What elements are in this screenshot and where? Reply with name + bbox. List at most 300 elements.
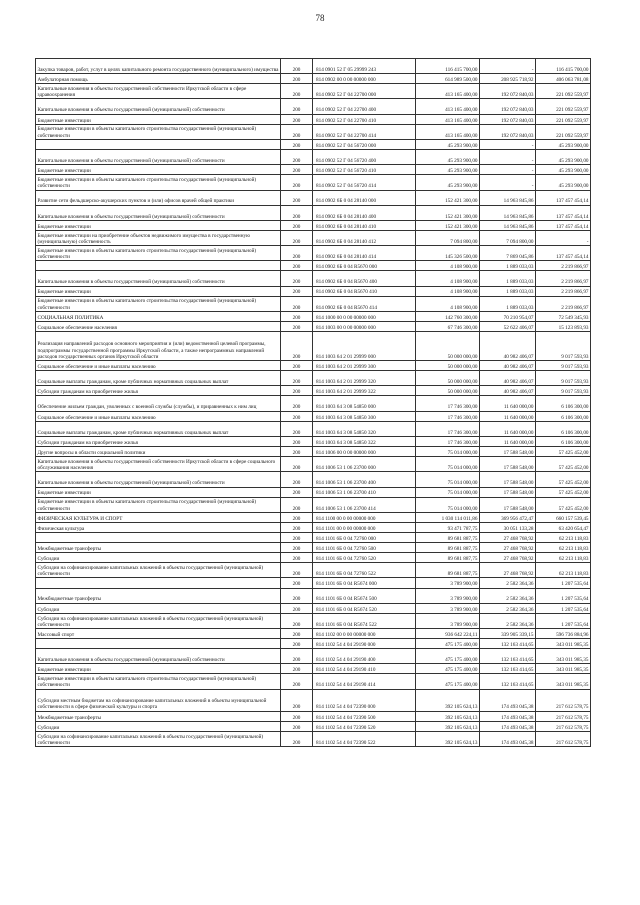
row-code-cell: 200 [281, 361, 313, 371]
table-row [36, 165, 591, 175]
row-executed-amount-cell: 192 072 840,03 [480, 124, 536, 139]
row-code-cell: 200 [281, 271, 313, 286]
row-approved-amount-cell: 75 014 000,00 [416, 447, 480, 457]
row-approved-amount-cell: 145 326 500,00 [416, 246, 480, 261]
table-row [36, 629, 591, 639]
row-unexecuted-amount-cell: 217 612 578,75 [536, 731, 591, 746]
row-unexecuted-amount-cell: 6 106 300,00 [536, 421, 591, 436]
row-code-cell: 200 [281, 411, 313, 421]
row-name-cell: Бюджетные инвестиции в объекты капитального строительства государственной (муниципальной) собственности [36, 497, 281, 512]
row-name-cell: Субсидии [36, 553, 281, 563]
row-unexecuted-amount-cell: 116 415 700,00 [536, 59, 591, 74]
table-row [36, 246, 591, 261]
row-approved-amount-cell: 936 642 224,11 [416, 629, 480, 639]
row-unexecuted-amount-cell: 221 092 559,97 [536, 99, 591, 114]
row-name-cell: Субсидии на софинансирование капитальных вложений в объекты государственной (муниципальной) собственности [36, 613, 281, 628]
row-approved-amount-cell: 152 421 300,00 [416, 220, 480, 230]
row-classification-cell: 814 1102 54 4 04 29190 414 [313, 674, 416, 689]
row-unexecuted-amount-cell: 57 425 452,00 [536, 497, 591, 512]
row-approved-amount-cell: 45 293 900,00 [416, 150, 480, 165]
row-unexecuted-amount-cell: 62 213 118,83 [536, 553, 591, 563]
row-classification-cell: 814 1101 6Б 0 04 R5674 500 [313, 588, 416, 603]
row-name-cell [36, 139, 281, 149]
row-name-cell: ФИЗИЧЕСКАЯ КУЛЬТУРА И СПОРТ [36, 512, 281, 522]
table-row [36, 457, 591, 472]
row-code-cell: 200 [281, 711, 313, 721]
row-executed-amount-cell: 2 582 364,36 [480, 613, 536, 628]
row-unexecuted-amount-cell: 2 219 866,97 [536, 296, 591, 311]
row-classification-cell: 814 0902 6Б 0 04 R5670 414 [313, 296, 416, 311]
row-executed-amount-cell: 11 640 000,00 [480, 396, 536, 411]
row-executed-amount-cell: 27 468 768,92 [480, 563, 536, 578]
row-classification-cell: 814 1101 6Б 0 04 R5674 522 [313, 613, 416, 628]
row-name-cell: Обеспечение жильем граждан, уволенных с военной службы (службы), и приравненных к ним лиц [36, 396, 281, 411]
row-code-cell: 200 [281, 639, 313, 649]
row-name-cell: Другие вопросы в области социальной политики [36, 447, 281, 457]
row-classification-cell: 814 1102 54 4 04 29190 000 [313, 639, 416, 649]
row-unexecuted-amount-cell: - [536, 230, 591, 245]
row-name-cell: Капитальные вложения в объекты государственной (муниципальной) собственности [36, 472, 281, 487]
table-row [36, 175, 591, 190]
table-row [36, 674, 591, 689]
row-executed-amount-cell: 2 582 364,36 [480, 588, 536, 603]
row-code-cell: 200 [281, 563, 313, 578]
table-row [36, 99, 591, 114]
row-classification-cell: 814 1006 00 0 00 00000 000 [313, 447, 416, 457]
row-executed-amount-cell: 17 588 548,00 [480, 457, 536, 472]
row-executed-amount-cell: 132 163 414,65 [480, 639, 536, 649]
row-classification-cell: 814 1102 54 4 04 29190 410 [313, 664, 416, 674]
row-approved-amount-cell: 67 746 300,00 [416, 322, 480, 332]
row-classification-cell: 814 1101 6Б 0 04 72760 522 [313, 563, 416, 578]
row-classification-cell: 814 1101 6Б 0 04 R5674 000 [313, 578, 416, 588]
row-executed-amount-cell: 132 163 414,65 [480, 664, 536, 674]
row-code-cell: 200 [281, 588, 313, 603]
row-code-cell: 200 [281, 532, 313, 542]
row-code-cell: 200 [281, 664, 313, 674]
row-name-cell: Бюджетные инвестиции [36, 114, 281, 124]
row-unexecuted-amount-cell: 137 457 454,14 [536, 246, 591, 261]
row-name-cell [36, 532, 281, 542]
row-approved-amount-cell: 3 789 900,00 [416, 578, 480, 588]
row-unexecuted-amount-cell: 6 106 300,00 [536, 396, 591, 411]
table-row [36, 271, 591, 286]
row-name-cell: Развитие сети фельдшерско-акушерских пунктов и (или) офисов врачей общей практики [36, 190, 281, 205]
row-name-cell: Субсидии гражданам на приобретение жилья [36, 436, 281, 446]
row-unexecuted-amount-cell: 57 425 452,00 [536, 447, 591, 457]
row-executed-amount-cell: 40 982 406,07 [480, 386, 536, 396]
row-classification-cell: 814 1003 64 3 08 54850 320 [313, 421, 416, 436]
row-classification-cell: 814 0902 6Б 0 04 28140 400 [313, 205, 416, 220]
row-code-cell: 200 [281, 436, 313, 446]
row-executed-amount-cell: 70 210 954,07 [480, 311, 536, 321]
row-name-cell: Капитальные вложения в объекты государственной (муниципальной) собственности [36, 150, 281, 165]
row-classification-cell: 814 0902 52 Г 04 22700 000 [313, 84, 416, 99]
row-name-cell: Субсидии [36, 603, 281, 613]
row-classification-cell: 814 1100 00 0 00 00000 000 [313, 512, 416, 522]
table-row [36, 639, 591, 649]
row-unexecuted-amount-cell: 62 213 118,83 [536, 543, 591, 553]
row-approved-amount-cell: 75 014 000,00 [416, 487, 480, 497]
row-classification-cell: 814 0902 6Б 0 04 R5670 000 [313, 261, 416, 271]
row-classification-cell: 814 1003 64 3 08 54850 000 [313, 396, 416, 411]
row-unexecuted-amount-cell: 343 011 985,35 [536, 664, 591, 674]
row-unexecuted-amount-cell: 596 736 884,96 [536, 629, 591, 639]
table-row [36, 711, 591, 721]
row-approved-amount-cell: 413 165 400,00 [416, 124, 480, 139]
row-classification-cell: 814 1102 54 4 04 72390 500 [313, 711, 416, 721]
row-code-cell: 200 [281, 457, 313, 472]
row-executed-amount-cell: 1 889 033,03 [480, 296, 536, 311]
row-code-cell: 200 [281, 603, 313, 613]
table-row [36, 74, 591, 84]
row-approved-amount-cell: 152 421 300,00 [416, 190, 480, 205]
table-row [36, 286, 591, 296]
row-approved-amount-cell: 1 030 114 011,86 [416, 512, 480, 522]
row-executed-amount-cell: 11 640 000,00 [480, 411, 536, 421]
row-name-cell: Бюджетные инвестиции в объекты капитального строительства государственной (муниципальной) собственности [36, 674, 281, 689]
row-code-cell: 200 [281, 578, 313, 588]
table-row [36, 588, 591, 603]
table-row [36, 220, 591, 230]
row-name-cell: Социальное обеспечение населения [36, 322, 281, 332]
row-name-cell [36, 261, 281, 271]
row-approved-amount-cell: 3 789 900,00 [416, 603, 480, 613]
row-code-cell: 200 [281, 124, 313, 139]
row-approved-amount-cell: 93 471 787,75 [416, 522, 480, 532]
row-code-cell: 200 [281, 150, 313, 165]
row-executed-amount-cell: 192 072 840,03 [480, 99, 536, 114]
row-classification-cell: 814 0902 6Б 0 04 28140 414 [313, 246, 416, 261]
row-name-cell [36, 639, 281, 649]
row-executed-amount-cell: 14 963 845,86 [480, 220, 536, 230]
row-name-cell: Субсидии гражданам на приобретение жилья [36, 386, 281, 396]
row-executed-amount-cell: - [480, 175, 536, 190]
row-classification-cell: 814 0902 6Б 0 04 R5670 400 [313, 271, 416, 286]
row-approved-amount-cell: 45 293 900,00 [416, 165, 480, 175]
row-executed-amount-cell: 132 163 414,65 [480, 649, 536, 664]
row-name-cell: Бюджетные инвестиции в объекты капитального строительства государственной (муниципальной) собственности [36, 246, 281, 261]
row-approved-amount-cell: 17 746 300,00 [416, 436, 480, 446]
row-approved-amount-cell: 75 014 000,00 [416, 497, 480, 512]
row-executed-amount-cell: 208 925 718,92 [480, 74, 536, 84]
row-name-cell: Социальное обеспечение и иные выплаты населению [36, 411, 281, 421]
row-name-cell: Бюджетные инвестиции [36, 220, 281, 230]
row-unexecuted-amount-cell: 15 123 893,93 [536, 322, 591, 332]
row-unexecuted-amount-cell: 9 017 593,93 [536, 386, 591, 396]
row-unexecuted-amount-cell: 9 017 593,93 [536, 371, 591, 386]
row-executed-amount-cell: 1 889 033,03 [480, 271, 536, 286]
row-classification-cell: 814 1000 00 0 00 00000 000 [313, 311, 416, 321]
row-approved-amount-cell: 17 746 300,00 [416, 396, 480, 411]
table-row [36, 613, 591, 628]
row-name-cell: Капитальные вложения в объекты государственной (муниципальной) собственности [36, 649, 281, 664]
table-row [36, 512, 591, 522]
table-row [36, 578, 591, 588]
row-unexecuted-amount-cell: 6 106 300,00 [536, 436, 591, 446]
row-executed-amount-cell: 17 588 548,00 [480, 487, 536, 497]
row-name-cell: Капитальные вложения в объекты государственной (муниципальной) собственности [36, 99, 281, 114]
row-unexecuted-amount-cell: 1 207 535,64 [536, 603, 591, 613]
row-name-cell: Закупка товаров, работ, услуг в целях капитального ремонта государственного (муниципального) имущества [36, 59, 281, 74]
row-unexecuted-amount-cell: 62 213 118,83 [536, 532, 591, 542]
row-unexecuted-amount-cell: 137 457 454,14 [536, 205, 591, 220]
row-approved-amount-cell: 152 421 300,00 [416, 205, 480, 220]
row-code-cell: 200 [281, 497, 313, 512]
row-unexecuted-amount-cell: 63 420 654,47 [536, 522, 591, 532]
row-classification-cell: 814 1101 00 0 00 00000 000 [313, 522, 416, 532]
table-row [36, 421, 591, 436]
row-approved-amount-cell: 413 165 400,00 [416, 114, 480, 124]
table-row [36, 84, 591, 99]
row-code-cell: 200 [281, 613, 313, 628]
row-executed-amount-cell: - [480, 165, 536, 175]
page-number: 78 [315, 13, 325, 23]
row-unexecuted-amount-cell: 1 207 535,64 [536, 578, 591, 588]
row-code-cell: 200 [281, 396, 313, 411]
row-executed-amount-cell: - [480, 59, 536, 74]
row-code-cell: 200 [281, 371, 313, 386]
row-unexecuted-amount-cell: 217 612 578,75 [536, 721, 591, 731]
row-unexecuted-amount-cell: 137 457 454,14 [536, 220, 591, 230]
row-approved-amount-cell: 614 989 500,00 [416, 74, 480, 84]
row-executed-amount-cell: 30 051 133,28 [480, 522, 536, 532]
table-row [36, 114, 591, 124]
row-classification-cell: 814 1003 64 3 08 54850 300 [313, 411, 416, 421]
row-name-cell: Субсидии [36, 721, 281, 731]
row-executed-amount-cell: 174 493 045,38 [480, 731, 536, 746]
table-row [36, 603, 591, 613]
table-row [36, 322, 591, 332]
table-row [36, 731, 591, 746]
row-classification-cell: 814 1006 53 1 06 23700 410 [313, 487, 416, 497]
table-row [36, 563, 591, 578]
row-approved-amount-cell: 4 108 900,00 [416, 261, 480, 271]
row-executed-amount-cell: 192 072 840,03 [480, 84, 536, 99]
row-code-cell: 200 [281, 99, 313, 114]
row-code-cell: 200 [281, 322, 313, 332]
table-row [36, 386, 591, 396]
row-unexecuted-amount-cell: 2 219 866,97 [536, 261, 591, 271]
table-row [36, 59, 591, 74]
row-code-cell: 200 [281, 74, 313, 84]
row-classification-cell: 814 1101 6Б 0 04 72760 520 [313, 553, 416, 563]
row-code-cell: 200 [281, 487, 313, 497]
table-row [36, 332, 591, 361]
row-executed-amount-cell: - [480, 150, 536, 165]
row-name-cell: Межбюджетные трансферты [36, 588, 281, 603]
row-name-cell: Субсидии на софинансирование капитальных вложений в объекты государственной (муниципальной) собственности [36, 731, 281, 746]
row-unexecuted-amount-cell: 2 219 866,97 [536, 286, 591, 296]
row-name-cell: Субсидии на софинансирование капитальных вложений в объекты государственной (муниципальной) собственности [36, 563, 281, 578]
row-unexecuted-amount-cell: 57 425 452,00 [536, 487, 591, 497]
row-code-cell: 200 [281, 205, 313, 220]
row-classification-cell: 814 1102 54 4 04 72390 522 [313, 731, 416, 746]
table-body [36, 59, 591, 747]
row-classification-cell: 814 0902 6Б 0 04 28140 410 [313, 220, 416, 230]
row-executed-amount-cell: 7 869 045,86 [480, 246, 536, 261]
table-row [36, 205, 591, 220]
row-unexecuted-amount-cell: 72 549 345,93 [536, 311, 591, 321]
row-name-cell: Массовый спорт [36, 629, 281, 639]
row-unexecuted-amount-cell: 221 092 559,97 [536, 114, 591, 124]
row-unexecuted-amount-cell: 137 457 454,14 [536, 190, 591, 205]
table-row [36, 411, 591, 421]
row-executed-amount-cell: 7 094 800,00 [480, 230, 536, 245]
row-approved-amount-cell: 475 175 400,00 [416, 649, 480, 664]
row-approved-amount-cell: 45 293 900,00 [416, 175, 480, 190]
row-code-cell: 200 [281, 332, 313, 361]
row-name-cell: Бюджетные инвестиции [36, 286, 281, 296]
row-executed-amount-cell: 14 963 845,86 [480, 190, 536, 205]
row-code-cell: 200 [281, 522, 313, 532]
row-approved-amount-cell: 89 681 887,75 [416, 543, 480, 553]
row-code-cell: 200 [281, 553, 313, 563]
row-name-cell: Межбюджетные трансферты [36, 543, 281, 553]
row-unexecuted-amount-cell: 2 219 866,97 [536, 271, 591, 286]
row-code-cell: 200 [281, 296, 313, 311]
row-classification-cell: 814 1003 00 0 00 00000 000 [313, 322, 416, 332]
row-name-cell: Бюджетные инвестиции в объекты капитального строительства государственной (муниципальной) собственности [36, 175, 281, 190]
row-approved-amount-cell: 75 014 000,00 [416, 472, 480, 487]
row-code-cell: 200 [281, 84, 313, 99]
row-classification-cell: 814 1003 64 2 01 29999 320 [313, 371, 416, 386]
row-approved-amount-cell: 89 681 887,75 [416, 532, 480, 542]
row-approved-amount-cell: 45 293 900,00 [416, 139, 480, 149]
row-code-cell: 200 [281, 674, 313, 689]
row-unexecuted-amount-cell: 6 106 300,00 [536, 411, 591, 421]
row-classification-cell: 814 1102 54 4 04 29190 400 [313, 649, 416, 664]
row-executed-amount-cell: 27 468 768,92 [480, 532, 536, 542]
row-code-cell: 200 [281, 190, 313, 205]
table-row [36, 230, 591, 245]
table-row [36, 371, 591, 386]
row-approved-amount-cell: 116 415 700,00 [416, 59, 480, 74]
row-executed-amount-cell: 11 640 000,00 [480, 421, 536, 436]
row-classification-cell: 814 1006 53 1 06 23700 400 [313, 472, 416, 487]
row-unexecuted-amount-cell: 9 017 593,93 [536, 332, 591, 361]
row-name-cell: Социальные выплаты гражданам, кроме публичных нормативных социальных выплат [36, 371, 281, 386]
row-code-cell: 200 [281, 139, 313, 149]
row-code-cell: 200 [281, 286, 313, 296]
table-row [36, 436, 591, 446]
row-code-cell: 200 [281, 689, 313, 711]
row-classification-cell: 814 1101 6Б 0 04 72760 000 [313, 532, 416, 542]
table-row [36, 261, 591, 271]
row-name-cell: Социальное обеспечение и иные выплаты населению [36, 361, 281, 371]
row-approved-amount-cell: 392 105 624,13 [416, 689, 480, 711]
row-unexecuted-amount-cell: 45 293 900,00 [536, 150, 591, 165]
row-classification-cell: 814 1003 64 2 01 29999 322 [313, 386, 416, 396]
table-row [36, 447, 591, 457]
row-unexecuted-amount-cell: 1 207 535,64 [536, 588, 591, 603]
row-unexecuted-amount-cell: 343 011 985,35 [536, 674, 591, 689]
table-row [36, 472, 591, 487]
row-code-cell: 200 [281, 731, 313, 746]
row-code-cell: 200 [281, 175, 313, 190]
row-approved-amount-cell: 4 108 900,00 [416, 286, 480, 296]
row-approved-amount-cell: 392 105 624,13 [416, 721, 480, 731]
row-unexecuted-amount-cell: 217 612 578,75 [536, 711, 591, 721]
row-executed-amount-cell: 40 982 406,07 [480, 332, 536, 361]
row-name-cell: Капитальные вложения в объекты государственной собственности Иркутской области в сфере здравоохранения [36, 84, 281, 99]
row-unexecuted-amount-cell: 9 017 593,93 [536, 361, 591, 371]
row-executed-amount-cell: 369 956 472,47 [480, 512, 536, 522]
row-classification-cell: 814 0902 52 Г 04 56720 414 [313, 175, 416, 190]
row-executed-amount-cell: 1 889 033,03 [480, 261, 536, 271]
row-classification-cell: 814 1102 54 4 04 72390 520 [313, 721, 416, 731]
table-row [36, 150, 591, 165]
row-name-cell: Бюджетные инвестиции [36, 165, 281, 175]
row-executed-amount-cell: 52 622 406,07 [480, 322, 536, 332]
row-approved-amount-cell: 475 175 400,00 [416, 674, 480, 689]
table-row [36, 721, 591, 731]
row-approved-amount-cell: 89 681 887,75 [416, 553, 480, 563]
table-row [36, 487, 591, 497]
row-code-cell: 200 [281, 220, 313, 230]
row-executed-amount-cell: 11 640 000,00 [480, 436, 536, 446]
row-approved-amount-cell: 392 105 624,13 [416, 711, 480, 721]
row-name-cell: Реализация направлений расходов основного мероприятия и (или) ведомственной целевой программы, подпрограммы государственной программы Иркутской области, а также непрограммных направлений расходов государственных органов Иркутской области [36, 332, 281, 361]
row-classification-cell: 814 1003 64 3 08 54850 322 [313, 436, 416, 446]
row-executed-amount-cell: 40 982 406,07 [480, 361, 536, 371]
row-approved-amount-cell: 413 165 400,00 [416, 84, 480, 99]
row-classification-cell: 814 1102 54 4 04 72390 000 [313, 689, 416, 711]
row-unexecuted-amount-cell: 660 157 539,45 [536, 512, 591, 522]
row-code-cell: 200 [281, 165, 313, 175]
row-approved-amount-cell: 413 165 400,00 [416, 99, 480, 114]
table-row [36, 361, 591, 371]
row-code-cell: 200 [281, 230, 313, 245]
row-approved-amount-cell: 17 746 300,00 [416, 411, 480, 421]
row-executed-amount-cell: 2 582 364,36 [480, 578, 536, 588]
row-code-cell: 200 [281, 512, 313, 522]
row-name-cell: Бюджетные инвестиции [36, 487, 281, 497]
row-name-cell: Бюджетные инвестиции на приобретение объектов недвижимого имущества в государственную (муниципальную) собственность [36, 230, 281, 245]
row-name-cell: Капитальные вложения в объекты государственной (муниципальной) собственности [36, 271, 281, 286]
row-unexecuted-amount-cell: 217 612 578,75 [536, 689, 591, 711]
table-row [36, 124, 591, 139]
row-code-cell: 200 [281, 543, 313, 553]
row-name-cell: Межбюджетные трансферты [36, 711, 281, 721]
row-approved-amount-cell: 50 000 000,00 [416, 371, 480, 386]
row-unexecuted-amount-cell: 62 213 118,83 [536, 563, 591, 578]
row-executed-amount-cell: 174 493 045,38 [480, 721, 536, 731]
row-approved-amount-cell: 392 105 624,13 [416, 731, 480, 746]
row-executed-amount-cell: 339 905 339,15 [480, 629, 536, 639]
row-executed-amount-cell: 2 582 364,36 [480, 603, 536, 613]
table-row [36, 296, 591, 311]
row-approved-amount-cell: 4 108 900,00 [416, 296, 480, 311]
row-unexecuted-amount-cell: 45 293 900,00 [536, 139, 591, 149]
budget-execution-table [35, 58, 591, 747]
table-row [36, 649, 591, 664]
row-classification-cell: 814 1101 6Б 0 04 72760 500 [313, 543, 416, 553]
table-row [36, 522, 591, 532]
row-approved-amount-cell: 475 175 400,00 [416, 639, 480, 649]
row-code-cell: 200 [281, 59, 313, 74]
row-code-cell: 200 [281, 472, 313, 487]
row-name-cell: Субсидии местным бюджетам на софинансирование капитальных вложений в объекты муниципальной собственности в сфере физической культуры и спорта [36, 689, 281, 711]
row-classification-cell: 814 0901 52 Г 05 29999 243 [313, 59, 416, 74]
row-classification-cell: 814 1006 53 1 06 23700 000 [313, 457, 416, 472]
row-code-cell: 200 [281, 649, 313, 664]
row-classification-cell: 814 1003 64 2 01 29999 300 [313, 361, 416, 371]
table-row [36, 497, 591, 512]
row-classification-cell: 814 0902 52 Г 04 56720 400 [313, 150, 416, 165]
row-approved-amount-cell: 89 681 887,75 [416, 563, 480, 578]
row-executed-amount-cell: 17 588 548,00 [480, 472, 536, 487]
